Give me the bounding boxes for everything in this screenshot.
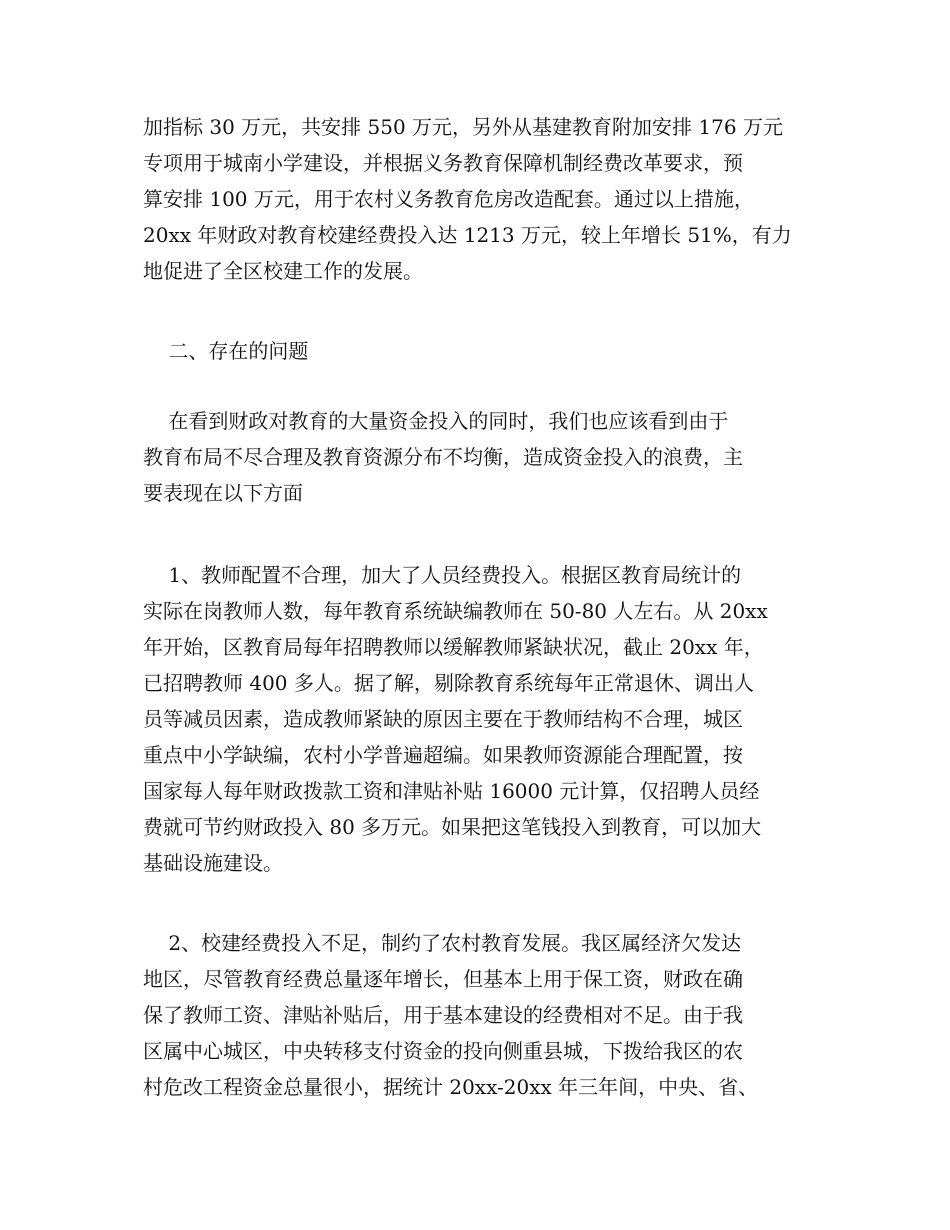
text-line: 地促进了全区校建工作的发展。 <box>143 259 423 283</box>
text-line: 20xx 年财政对教育校建经费投入达 1213 万元，较上年增长 51%，有力 <box>143 223 792 247</box>
text-line: 国家每人每年财政拨款工资和津贴补贴 16000 元计算，仅招聘人员经 <box>143 779 760 803</box>
text-line: 1、教师配置不合理，加大了人员经费投入。根据区教育局统计的 <box>143 563 742 587</box>
text-line: 已招聘教师 400 多人。据了解，剔除教育系统每年正常退休、调出人 <box>143 671 754 695</box>
text-line: 2、校建经费投入不足，制约了农村教育发展。我区属经济欠发达 <box>143 931 742 955</box>
paragraph-funding-summary <box>143 109 792 289</box>
paragraph-problems-intro <box>143 403 743 511</box>
text-line: 保了教师工资、津贴补贴后，用于基本建设的经费相对不足。由于我 <box>143 1003 743 1027</box>
text-line: 年开始，区教育局每年招聘教师以缓解教师紧缺状况，截止 20xx 年， <box>143 635 764 659</box>
text-line: 重点中小学缺编，农村小学普遍超编。如果教师资源能合理配置，按 <box>143 743 743 767</box>
text-line: 教育布局不尽合理及教育资源分布不均衡，造成资金投入的浪费，主 <box>143 445 743 469</box>
paragraph-teacher-allocation <box>143 557 768 881</box>
section-heading-problems <box>143 333 308 369</box>
text-line: 专项用于城南小学建设，并根据义务教育保障机制经费改革要求，预 <box>143 151 743 175</box>
text-line: 区属中心城区，中央转移支付资金的投向侧重县城，下拨给我区的农 <box>143 1039 743 1063</box>
text-line: 算安排 100 万元，用于农村义务教育危房改造配套。通过以上措施， <box>143 187 754 211</box>
text-line: 基础设施建设。 <box>143 851 283 875</box>
text-line: 在看到财政对教育的大量资金投入的同时，我们也应该看到由于 <box>143 409 729 433</box>
text-line: 村危改工程资金总量很小，据统计 20xx-20xx 年三年间，中央、省、 <box>143 1075 759 1099</box>
text-line: 要表现在以下方面 <box>143 481 303 505</box>
text-line: 加指标 30 万元，共安排 550 万元，另外从基建教育附加安排 176 万元 <box>143 115 783 139</box>
paragraph-construction-funding <box>143 925 758 1105</box>
text-line: 实际在岗教师人数，每年教育系统缺编教师在 50-80 人左右。从 20xx <box>143 599 768 623</box>
text-line: 员等减员因素，造成教师紧缺的原因主要在于教师结构不合理，城区 <box>143 707 743 731</box>
section-heading-text: 二、存在的问题 <box>143 339 309 363</box>
text-line: 费就可节约财政投入 80 多万元。如果把这笔钱投入到教育，可以加大 <box>143 815 762 839</box>
text-line: 地区，尽管教育经费总量逐年增长，但基本上用于保工资，财政在确 <box>143 967 743 991</box>
